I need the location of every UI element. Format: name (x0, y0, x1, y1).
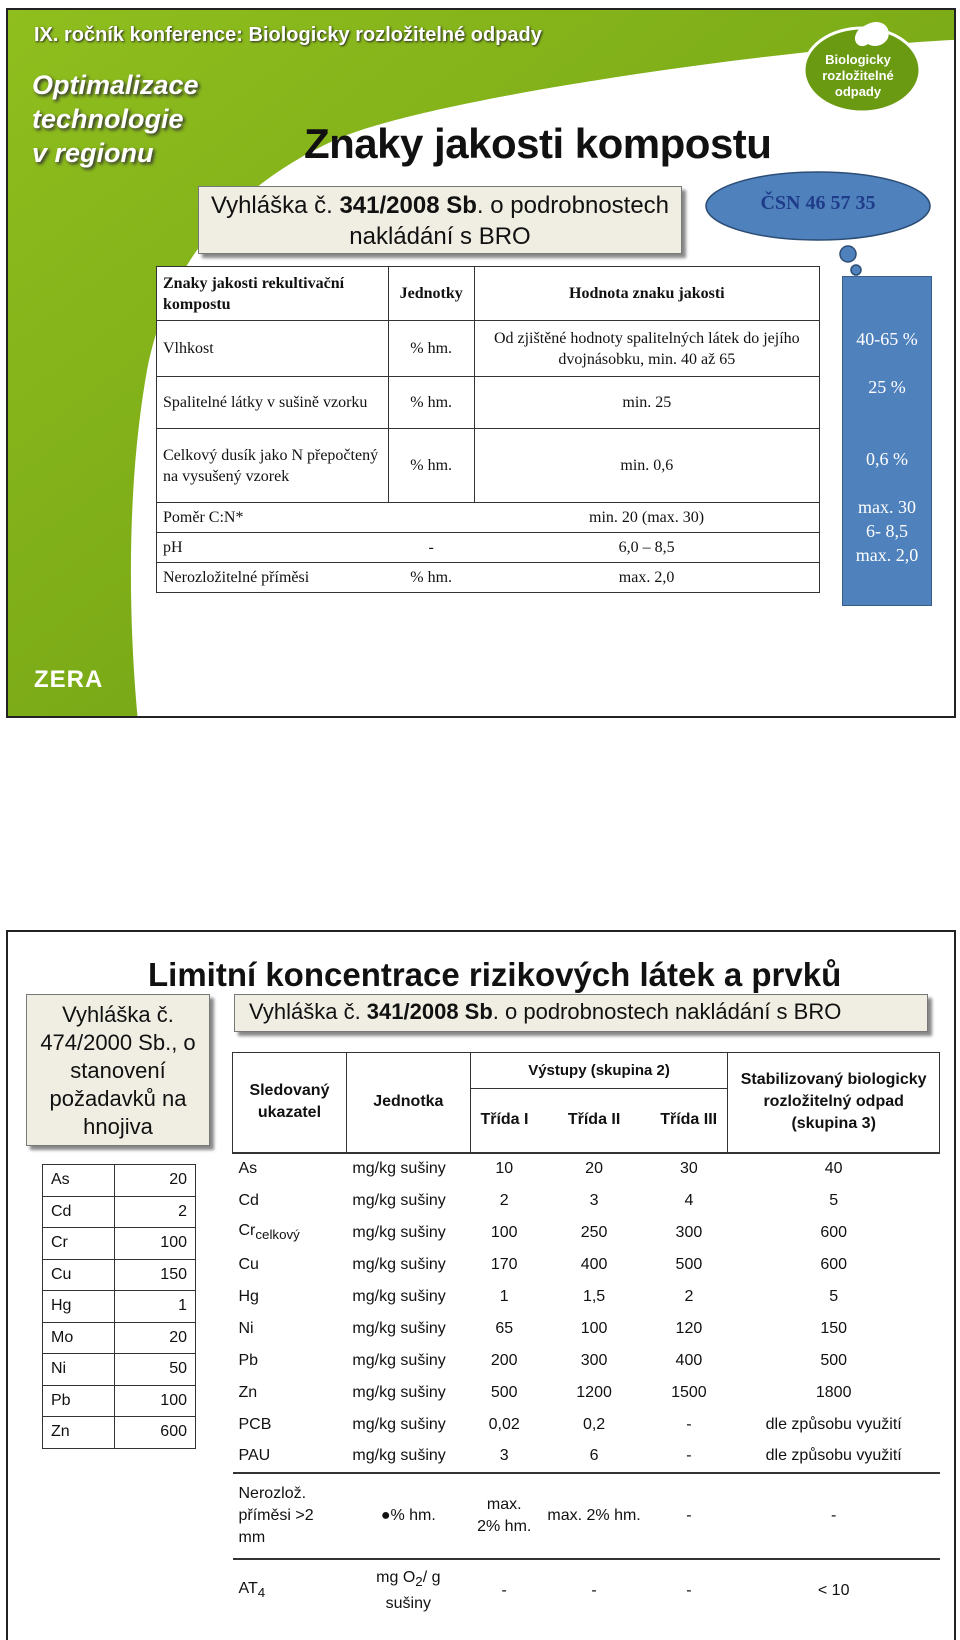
table-row (43, 1196, 196, 1228)
trida-1-cell: 500 (490, 1383, 518, 1401)
table-row (233, 1249, 940, 1281)
element-cell: Cu (43, 1259, 115, 1291)
trida-3-cell: 1500 (671, 1383, 707, 1401)
table-row (43, 1354, 196, 1386)
trida-3-cell: 4 (684, 1191, 694, 1209)
table-header-row (157, 267, 820, 321)
fertilizer-limits-table (42, 1164, 196, 1449)
logo-line-1: Biologicky (825, 52, 891, 67)
regulation-box (198, 186, 682, 254)
element-cell: Zn (43, 1417, 115, 1449)
header-trida-1: Třída I (470, 1089, 538, 1153)
unit-cell: mg/kg sušiny (352, 1415, 446, 1433)
table-row (233, 1409, 940, 1441)
stabilizovany-cell: 600 (820, 1223, 848, 1241)
ukazatel-label: Zn (238, 1383, 258, 1401)
ukazatel-label: PCB (238, 1415, 272, 1433)
row-unit: % hm. (388, 321, 474, 377)
limit-cell: 100 (115, 1228, 196, 1260)
left-box-line-4: požadavků na (49, 1086, 187, 1111)
limit-cell: 600 (115, 1417, 196, 1449)
unit-cell: mg/kg sušiny (352, 1351, 446, 1369)
ukazatel-label: Hg (238, 1287, 259, 1305)
trida-3-cell: 300 (675, 1223, 703, 1241)
row-value: min. 20 (max. 30) (474, 503, 819, 533)
trida-3-cell: 500 (675, 1255, 703, 1273)
row-label: Nerozložitelné příměsi (157, 563, 389, 593)
csn-value-ph: 6- 8,5 (866, 521, 908, 541)
trida-2-cell: 1,5 (582, 1287, 606, 1305)
trida-3-cell: 2 (684, 1287, 694, 1305)
element-cell: Cd (43, 1196, 115, 1228)
ukazatel-cell (233, 1313, 347, 1345)
row-unit (388, 503, 474, 533)
regulation-number: 341/2008 Sb (339, 192, 477, 219)
unit-cell: mg/kg sušiny (352, 1255, 446, 1273)
ukazatel-cell (233, 1217, 347, 1249)
trida-1-cell: - (470, 1559, 538, 1623)
row-unit: % hm. (388, 429, 474, 503)
subtitle-line-2: technologie (32, 104, 184, 134)
trida-3-cell: 30 (680, 1160, 698, 1177)
csn-value-spalitelne: 25 % (868, 377, 906, 397)
ukazatel-label: Cu (238, 1255, 259, 1273)
table-row (43, 1291, 196, 1323)
element-cell: Hg (43, 1291, 115, 1323)
fertilizer-regulation-box (26, 994, 210, 1146)
table-row (43, 1259, 196, 1291)
table-row (157, 533, 820, 563)
table-row (43, 1165, 196, 1197)
unit-cell: ●% hm. (346, 1473, 470, 1559)
trida-2-cell: max. 2% hm. (538, 1473, 650, 1559)
regulation-prefix: Vyhláška č. (210, 192, 340, 219)
table-row (157, 503, 820, 533)
element-cell: Cr (43, 1228, 115, 1260)
row-value: min. 0,6 (474, 429, 819, 503)
section-subtitle (32, 68, 199, 170)
stabilizovany-cell: 150 (820, 1319, 848, 1337)
row-value: min. 25 (474, 377, 819, 429)
ukazatel-cell: Nerozlož. příměsi >2 mm (233, 1473, 347, 1559)
top-box-prefix: Vyhláška č. (249, 999, 367, 1024)
row-value: max. 2,0 (474, 563, 819, 593)
row-label: pH (157, 533, 389, 563)
table-row (157, 377, 820, 429)
ukazatel-label: Cd (238, 1191, 259, 1209)
trida-1-cell: 200 (490, 1351, 518, 1369)
limit-cell: 100 (115, 1385, 196, 1417)
table-row (233, 1345, 940, 1377)
trida-1-cell: 1 (499, 1287, 509, 1305)
subtitle-line-3: v regionu (32, 138, 154, 168)
limit-cell: 2 (115, 1196, 196, 1228)
trida-1-cell: 100 (490, 1223, 518, 1241)
ukazatel-cell (233, 1281, 347, 1313)
trida-2-cell: 3 (589, 1191, 599, 1209)
csn-values-column (842, 276, 932, 606)
top-box-suffix: . o podrobnostech nakládání s BRO (492, 999, 842, 1024)
table-row (157, 563, 820, 593)
csn-value-primesi: max. 2,0 (855, 545, 919, 565)
ukazatel-cell (233, 1345, 347, 1377)
header-vystupy: Výstupy (skupina 2) (470, 1053, 728, 1089)
trida-3-cell: - (650, 1473, 728, 1559)
ukazatel-cell (233, 1249, 347, 1281)
limit-cell: 1 (115, 1291, 196, 1323)
table-row (43, 1228, 196, 1260)
risk-limits-table (232, 1052, 940, 1623)
trida-2-cell: 300 (580, 1351, 608, 1369)
table-row (157, 321, 820, 377)
table-row (233, 1441, 940, 1473)
row-value: Od zjištěné hodnoty spalitelných látek do jejího dvojnásobku, min. 40 až 65 (474, 321, 819, 377)
limit-cell: 20 (115, 1322, 196, 1354)
ukazatel-cell (233, 1409, 347, 1441)
unit-cell (346, 1559, 470, 1623)
trida-1-cell: 0,02 (488, 1415, 520, 1433)
row-label: Spalitelné látky v sušině vzorku (157, 377, 389, 429)
logo-line-2: rozložitelné (822, 68, 894, 83)
ukazatel-label: As (238, 1160, 258, 1177)
trida-2-cell: 0,2 (582, 1415, 606, 1433)
unit-pre: mg O (376, 1568, 416, 1586)
left-box-line-5: hnojiva (83, 1114, 153, 1139)
unit-post: / g sušiny (385, 1568, 441, 1613)
header-trida-3: Třída III (650, 1089, 728, 1153)
table-row (43, 1322, 196, 1354)
regulation-line-2: nakládání s BRO (349, 223, 531, 250)
unit-cell: mg/kg sušiny (352, 1223, 446, 1241)
table-row (233, 1217, 940, 1249)
trida-3-cell: - (650, 1559, 728, 1623)
slide-title: Znaky jakosti kompostu (304, 120, 772, 167)
stabilizovany-cell: 5 (829, 1287, 839, 1305)
header-row-1 (233, 1053, 940, 1089)
trida-1-cell: 10 (495, 1160, 514, 1177)
row-unit: % hm. (388, 377, 474, 429)
stabilizovany-cell: 1800 (815, 1383, 852, 1401)
element-cell: Pb (43, 1385, 115, 1417)
unit-sub: 2 (415, 1574, 423, 1590)
row-unit: - (388, 533, 474, 563)
ukazatel-cell (233, 1441, 347, 1473)
ukazatel-label: PAU (238, 1447, 271, 1464)
stabilizovany-cell: - (728, 1473, 940, 1559)
subtitle-line-1: Optimalizace (32, 70, 199, 100)
row-value: 6,0 – 8,5 (474, 533, 819, 563)
table-row (233, 1185, 940, 1217)
trida-2-cell: 1200 (576, 1383, 612, 1401)
table-row-nerozloz (233, 1473, 940, 1559)
limit-cell: 50 (115, 1354, 196, 1386)
table-row (43, 1385, 196, 1417)
stabilizovany-cell: 600 (820, 1255, 848, 1273)
stabilizovany-cell: 40 (824, 1160, 843, 1177)
header-jednotka: Jednotka (346, 1053, 470, 1153)
csn-value-dusik: 0,6 % (866, 449, 908, 469)
trida-3-cell: 120 (675, 1319, 703, 1337)
unit-cell: mg/kg sušiny (352, 1319, 446, 1337)
slide-limitni-koncentrace (6, 930, 956, 1640)
ukazatel-label: Pb (238, 1351, 259, 1369)
ukazatel-cell (233, 1185, 347, 1217)
at-subscript: 4 (257, 1585, 266, 1601)
ukazatel-cell (233, 1559, 347, 1623)
csn-label: ČSN 46 57 35 (760, 192, 876, 214)
stabilizovany-cell: 500 (820, 1351, 848, 1369)
trida-1-cell: 65 (495, 1319, 514, 1337)
ukazatel-cell (233, 1377, 347, 1409)
header-znaky: Znaky jakosti rekultivační kompostu (157, 267, 389, 321)
regulation-line-1 (199, 190, 681, 221)
ukazatel-subscript: celkový (255, 1227, 300, 1243)
unit-cell: mg/kg sušiny (352, 1160, 446, 1177)
trida-2-cell: 100 (580, 1319, 608, 1337)
table-row-at4 (233, 1559, 940, 1623)
element-cell: Mo (43, 1322, 115, 1354)
slide-znaky-jakosti (6, 8, 956, 718)
quality-table (156, 266, 820, 593)
element-cell: Ni (43, 1354, 115, 1386)
at-label: AT (238, 1579, 258, 1597)
trida-2-cell: 20 (585, 1160, 603, 1177)
row-label: Vlhkost (157, 321, 389, 377)
regulation-suffix: . o podrobnostech (476, 192, 670, 219)
unit-cell: mg/kg sušiny (352, 1287, 446, 1305)
ukazatel-label: Ni (238, 1319, 254, 1337)
limit-cell: 20 (115, 1165, 196, 1197)
trida-1-cell: max. 2% hm. (470, 1473, 538, 1559)
stabilizovany-cell: < 10 (728, 1559, 940, 1623)
trida-2-cell: 6 (589, 1447, 599, 1464)
element-cell: As (43, 1165, 115, 1197)
logo-line-3: odpady (834, 84, 882, 99)
slide-title: Limitní koncentrace rizikových látek a prvků (148, 956, 842, 993)
header-jednotky: Jednotky (388, 267, 474, 321)
logo-text (808, 52, 908, 100)
table-row (43, 1417, 196, 1449)
left-box-line-1: Vyhláška č. (62, 1002, 174, 1027)
table-row (233, 1313, 940, 1345)
trida-2-cell: 400 (580, 1255, 608, 1273)
stabilizovany-cell: 5 (829, 1191, 839, 1209)
bro-regulation-box (234, 994, 928, 1032)
trida-1-cell: 2 (499, 1191, 509, 1209)
header-sledovany: Sledovaný ukazatel (233, 1053, 347, 1153)
row-label: Celkový dusík jako N přepočtený na vysušený vzorek (157, 429, 389, 503)
unit-cell: mg/kg sušiny (352, 1191, 446, 1209)
top-box-number: 341/2008 Sb (366, 999, 493, 1024)
header-hodnota: Hodnota znaku jakosti (474, 267, 819, 321)
left-box-line-2: 474/2000 Sb., o (40, 1030, 196, 1055)
table-row (233, 1377, 940, 1409)
trida-3-cell: - (686, 1415, 692, 1433)
ukazatel-label: Cr (238, 1222, 256, 1240)
trida-1-cell: 170 (490, 1255, 518, 1273)
left-box-line-3: stanovení (70, 1058, 166, 1083)
unit-cell: mg/kg sušiny (352, 1447, 446, 1464)
trida-1-cell: 3 (499, 1447, 509, 1464)
table-body (233, 1153, 940, 1473)
trida-2-cell: - (538, 1559, 650, 1623)
csn-value-vlhkost: 40-65 % (856, 329, 918, 349)
header-stabilizovany: Stabilizovaný biologicky rozložitelný odpad (skupina 3) (728, 1053, 940, 1153)
header-trida-2: Třída II (538, 1089, 650, 1153)
stabilizovany-cell: dle způsobu využití (765, 1415, 902, 1433)
unit-cell: mg/kg sušiny (352, 1383, 446, 1401)
table-row (233, 1153, 940, 1185)
stabilizovany-cell: dle způsobu využití (765, 1447, 902, 1464)
conference-title: IX. ročník konference: Biologicky rozložitelné odpady (34, 24, 542, 46)
csn-value-pomer: max. 30 (858, 497, 916, 517)
trida-3-cell: 400 (675, 1351, 703, 1369)
row-label: Poměr C:N* (157, 503, 389, 533)
ukazatel-cell (233, 1153, 347, 1185)
table-row (157, 429, 820, 503)
row-unit: % hm. (388, 563, 474, 593)
trida-3-cell: - (686, 1447, 692, 1464)
zera-logo: ZERA (34, 666, 104, 693)
limit-cell: 150 (115, 1259, 196, 1291)
table-row (233, 1281, 940, 1313)
trida-2-cell: 250 (580, 1223, 608, 1241)
